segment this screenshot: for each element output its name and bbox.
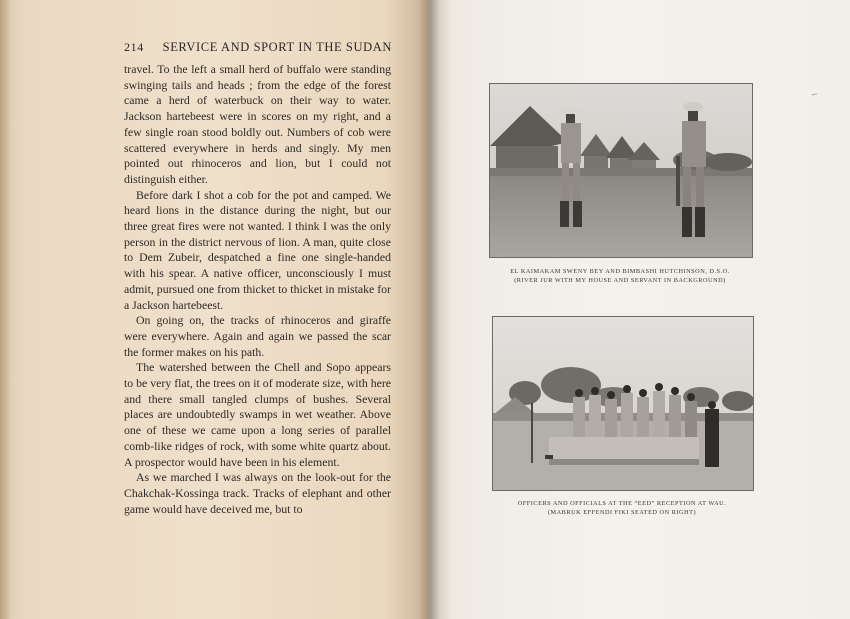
book-gutter — [418, 0, 440, 619]
body-text — [124, 62, 391, 517]
paragraph-1: travel. To the left a small herd of buffalo were standing swinging tails and heads ; from the edge of the forest came a herd of waterbuck on their way to water. Jackson hartebeest were in scores on my right, and a few single roan stood boldly out. Numbers of cob were scattered everywhere in herds and singly. My men pointed out rhinoceros and lion, but I could not distinguish either. — [124, 62, 391, 186]
photo-group-officers — [492, 316, 754, 491]
caption-top-line1: EL KAIMAKAM SWENY BEY AND BIMBASHI HUTCHINSON, D.S.O. — [510, 268, 730, 275]
photo-two-officers — [489, 83, 753, 258]
paragraph-4: The watershed between the Chell and Sopo appears to be very flat, the trees on it of moderate size, with here and there small tangled clumps of bushes. Several places are undoubtedly swamps in wet weather. Above one of these we came upon a long series of parallel comb-like ridges of rock, with some white quartz about. A prospector would have been in his element. — [124, 360, 391, 469]
photo-group-officers-image — [493, 317, 753, 490]
caption-bottom-line2: (MABRUK EFFENDI FIKI SEATED ON RIGHT) — [547, 509, 697, 516]
paragraph-5: As we marched I was always on the look-out for the Chakchak-Kossinga track. Tracks of elephant and other game would have deceived me, but to — [124, 470, 391, 516]
running-head-title: SERVICE AND SPORT IN THE SUDAN — [162, 40, 392, 54]
paragraph-2: Before dark I shot a cob for the pot and camped. We heard lions in the distance during the night, but our three great fires were not wanted. I think I was the only person in the district nervous of lion. A man, quite close to Dem Zubeir, despatched a fine one single-handed with his spear. A native officer, unconsciously I must admit, pursued one from thicket to thicket in mistake for a Jackson hartebeest. — [124, 187, 391, 312]
caption-top-line2: (RIVER JUR WITH MY HOUSE AND SERVANT IN BACKGROUND) — [514, 277, 726, 284]
paragraph-3: On going on, the tracks of rhinoceros and giraffe were everywhere. Again and again we passed the scar the former makes on his path. — [124, 313, 391, 359]
running-head — [124, 40, 392, 55]
photo-two-officers-image — [490, 84, 752, 257]
page-number: 214 — [124, 40, 144, 54]
page-edge — [0, 0, 10, 619]
caption-top — [480, 267, 760, 285]
margin-mark: -· — [812, 90, 818, 99]
caption-bottom-line1: OFFICERS AND OFFICIALS AT THE “EED” RECEPTION AT WAU. — [517, 500, 727, 507]
caption-bottom — [484, 499, 760, 517]
